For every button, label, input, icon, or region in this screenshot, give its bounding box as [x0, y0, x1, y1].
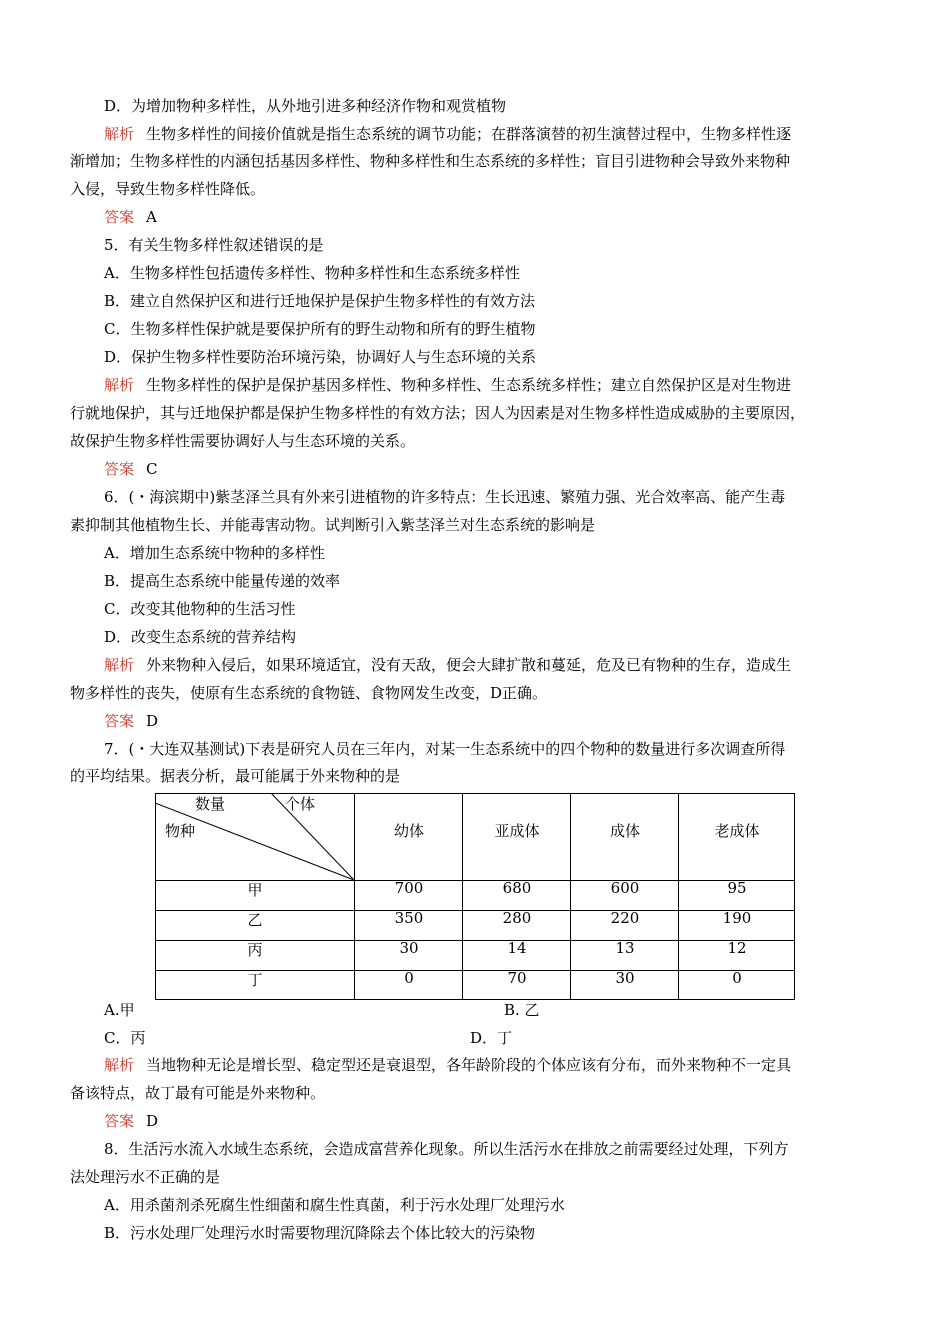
answer-label: 答案 [104, 712, 135, 730]
line-text: 法处理污水不正确的是 [70, 1168, 221, 1186]
line-text: B．提高生态系统中能量传递的效率 [104, 572, 341, 590]
line-text: D [146, 712, 159, 730]
corner-top-label: 数量 [195, 795, 226, 813]
line-text: A．增加生态系统中物种的多样性 [104, 544, 325, 562]
option-d: D．丁 [470, 1029, 513, 1047]
table-cell: 14 [507, 939, 527, 957]
line-text: 素抑制其他植物生长、并能毒害动物。试判断引入紫茎泽兰对生态系统的影响是 [70, 516, 596, 534]
line-text: C．改变其他物种的生活习性 [104, 600, 296, 618]
table-cell: 13 [615, 939, 635, 957]
line-text: 7．(・大连双基测试)下表是研究人员在三年内，对某一生态系统中的四个物种的数量进行多次调查所得 [104, 740, 786, 758]
text-line [70, 431, 950, 451]
text-line [104, 1223, 950, 1243]
table-cell: 220 [610, 909, 640, 927]
analysis-label: 解析 [104, 125, 135, 143]
text-line [70, 151, 950, 171]
corner-right-label: 个体 [285, 795, 316, 813]
text-line [104, 124, 950, 144]
table-cell: 190 [722, 909, 752, 927]
table-cell: 0 [404, 969, 414, 987]
table-cell: 680 [502, 879, 532, 897]
table-cell: 600 [610, 879, 640, 897]
line-text: 行就地保护，其与迁地保护都是保护生物多样性的有效方法；因人为因素是对生物多样性造成威胁的主要原因， [70, 404, 806, 422]
header-diagonal-1 [155, 803, 354, 880]
species-table [155, 793, 795, 1000]
line-text: 生物多样性的保护是保护基因多样性、物种多样性、生态系统多样性；建立自然保护区是对生物进 [146, 376, 792, 394]
line-text: 的平均结果。据表分析，最可能属于外来物种的是 [70, 767, 401, 785]
line-text: C．生物多样性保护就是要保护所有的野生动物和所有的野生植物 [104, 320, 536, 338]
text-line [104, 655, 950, 675]
text-line [104, 263, 950, 283]
table-cell: 350 [394, 909, 424, 927]
line-text: 生物多样性的间接价值就是指生态系统的调节功能；在群落演替的初生演替过程中，生物多样性逐 [146, 125, 792, 143]
text-line [104, 571, 950, 591]
line-text: B．污水处理厂处理污水时需要物理沉降除去个体比较大的污染物 [104, 1224, 536, 1242]
row-name: 丁 [247, 971, 263, 989]
column-header: 老成体 [714, 822, 760, 840]
line-text: 故保护生物多样性需要协调好人与生态环境的关系。 [70, 432, 416, 450]
text-line [104, 1139, 950, 1159]
analysis-label: 解析 [104, 656, 135, 674]
text-line [104, 1055, 950, 1075]
answer-label: 答案 [104, 460, 135, 478]
line-text: 渐增加；生物多样性的内涵包括基因多样性、物种多样性和生态系统的多样性；盲目引进物种会导致外来物种 [70, 152, 791, 170]
table-cell: 12 [727, 939, 747, 957]
answer-label: 答案 [104, 1112, 135, 1130]
table-cell: 700 [394, 879, 424, 897]
row-name: 甲 [247, 881, 263, 899]
line-text: 6．(・海滨期中)紫茎泽兰具有外来引进植物的许多特点：生长迅速、繁殖力强、光合效率高、能产生毒 [104, 488, 786, 506]
option-a: A.甲 [104, 1001, 135, 1019]
text-line [104, 627, 950, 647]
text-line [70, 683, 950, 703]
text-line [70, 403, 950, 423]
text-line [104, 1111, 950, 1131]
line-text: A．生物多样性包括遗传多样性、物种多样性和生态系统多样性 [104, 264, 520, 282]
analysis-label: 解析 [104, 376, 135, 394]
text-line [104, 235, 950, 255]
table-cell: 280 [502, 909, 532, 927]
text-line [104, 96, 950, 116]
table-cell: 95 [727, 879, 747, 897]
line-text: D [146, 1112, 159, 1130]
text-line [70, 1167, 950, 1187]
line-text: 8．生活污水流入水域生态系统，会造成富营养化现象。所以生活污水在排放之前需要经过处理，下列方 [104, 1140, 789, 1158]
line-text: B．建立自然保护区和进行迁地保护是保护生物多样性的有效方法 [104, 292, 536, 310]
line-text: A [146, 208, 157, 226]
table-cell: 70 [507, 969, 527, 987]
line-text: D．保护生物多样性要防治环境污染，协调好人与生态环境的关系 [104, 348, 537, 366]
row-name: 乙 [247, 911, 263, 929]
text-line [104, 487, 950, 507]
corner-bottom-label: 物种 [165, 822, 196, 840]
text-line [70, 515, 950, 535]
line-text: 备该特点，故丁最有可能是外来物种。 [70, 1084, 326, 1102]
analysis-label: 解析 [104, 1056, 135, 1074]
column-header: 成体 [609, 822, 640, 840]
text-line [104, 375, 950, 395]
row-name: 丙 [247, 941, 263, 959]
line-text: D．为增加物种多样性，从外地引进多种经济作物和观赏植物 [104, 97, 507, 115]
column-header: 亚成体 [494, 822, 540, 840]
text-line [104, 599, 950, 619]
option-b: B. 乙 [504, 1001, 540, 1019]
line-text: 外来物种入侵后，如果环境适宜，没有天敌，便会大肆扩散和蔓延，危及已有物种的生存，造成生 [146, 656, 792, 674]
table-cell: 30 [615, 969, 635, 987]
text-line [104, 319, 950, 339]
column-header: 幼体 [393, 822, 424, 840]
text-line [104, 711, 950, 731]
text-line [104, 459, 950, 479]
line-text: 物多样性的丧失，使原有生态系统的食物链、食物网发生改变，D正确。 [70, 684, 548, 702]
option-c: C．丙 [104, 1029, 146, 1047]
line-text: 当地物种无论是增长型、稳定型还是衰退型，各年龄阶段的个体应该有分布，而外来物种不一定具 [146, 1056, 792, 1074]
text-line [104, 1195, 950, 1215]
text-line [104, 543, 950, 563]
text-line [70, 1083, 950, 1103]
answer-label: 答案 [104, 208, 135, 226]
line-text: 入侵，导致生物多样性降低。 [70, 180, 266, 198]
table-cell: 0 [732, 969, 742, 987]
line-text: A．用杀菌剂杀死腐生性细菌和腐生性真菌，利于污水处理厂处理污水 [104, 1196, 565, 1214]
table-cell: 30 [399, 939, 419, 957]
line-text: 5．有关生物多样性叙述错误的是 [104, 236, 324, 254]
text-line [104, 291, 950, 311]
text-line [70, 179, 950, 199]
text-line [104, 347, 950, 367]
line-text: C [146, 460, 158, 478]
text-line [70, 766, 950, 786]
line-text: D．改变生态系统的营养结构 [104, 628, 297, 646]
text-line [104, 207, 950, 227]
text-line [104, 739, 950, 759]
